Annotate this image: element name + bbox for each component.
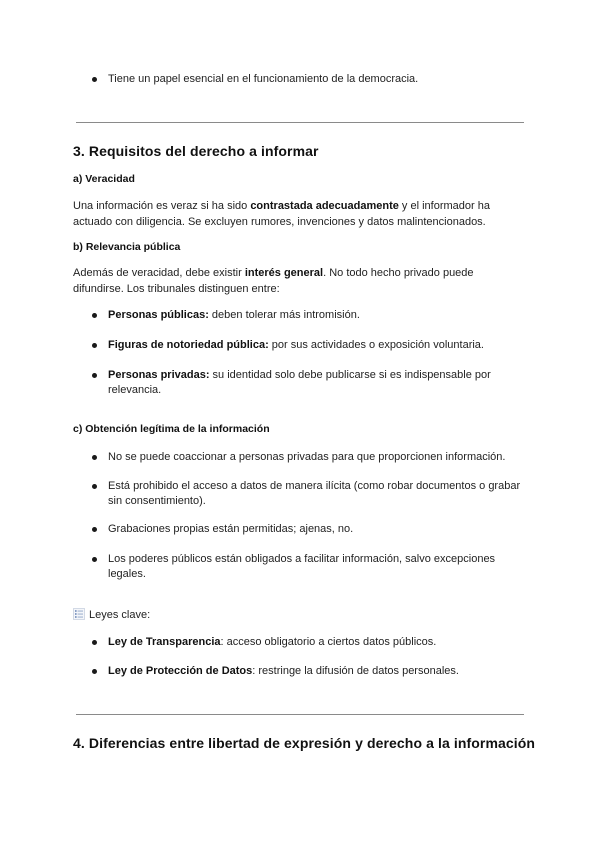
bullet-icon xyxy=(92,455,97,460)
bullet-icon xyxy=(92,373,97,378)
list-item: Figuras de notoriedad pública: por sus actividades o exposición voluntaria. xyxy=(108,338,528,353)
list-item: Ley de Protección de Datos: restringe la difusión de datos personales. xyxy=(108,664,528,679)
bullet-icon xyxy=(92,557,97,562)
section-3-title: 3. Requisitos del derecho a informar xyxy=(73,143,319,159)
bullet-icon xyxy=(92,313,97,318)
list-item: Los poderes públicos están obligados a facilitar información, salvo excepciones legales. xyxy=(108,552,528,582)
bullet-icon xyxy=(92,343,97,348)
checklist-icon xyxy=(73,608,85,620)
list-item: Ley de Transparencia: acceso obligatorio a ciertos datos públicos. xyxy=(108,635,528,650)
list-item: Grabaciones propias están permitidas; ajenas, no. xyxy=(108,522,528,537)
list-item: Personas privadas: su identidad solo debe publicarse si es indispensable por relevancia. xyxy=(108,368,528,398)
subheading-relevancia: b) Relevancia pública xyxy=(73,241,181,253)
bullet-icon xyxy=(92,484,97,489)
divider xyxy=(76,122,524,123)
bullet-icon xyxy=(92,640,97,645)
list-item: No se puede coaccionar a personas privadas para que proporcionen información. xyxy=(108,450,528,465)
list-item: Está prohibido el acceso a datos de manera ilícita (como robar documentos o grabar sin consentimiento). xyxy=(108,479,528,509)
divider xyxy=(76,714,524,715)
list-item: Personas públicas: deben tolerar más intromisión. xyxy=(108,308,528,323)
subheading-veracidad: a) Veracidad xyxy=(73,173,135,185)
paragraph-relevancia: Además de veracidad, debe existir interés general. No todo hecho privado puede difundirse. Los tribunales distinguen entre: xyxy=(73,267,474,295)
section-4-title: 4. Diferencias entre libertad de expresión y derecho a la información xyxy=(73,735,536,751)
bullet-icon xyxy=(92,527,97,532)
bullet-icon xyxy=(92,77,97,82)
list-item: Tiene un papel esencial en el funcionamiento de la democracia. xyxy=(108,72,528,87)
bullet-icon xyxy=(92,669,97,674)
subheading-obtencion: c) Obtención legítima de la información xyxy=(73,423,270,435)
paragraph-veracidad: Una información es veraz si ha sido contrastada adecuadamente y el informador ha actuado con diligencia. Se excluyen rumores, invenciones y datos malintencionados. xyxy=(73,200,490,228)
leyes-clave-label: Leyes clave: xyxy=(73,608,150,623)
